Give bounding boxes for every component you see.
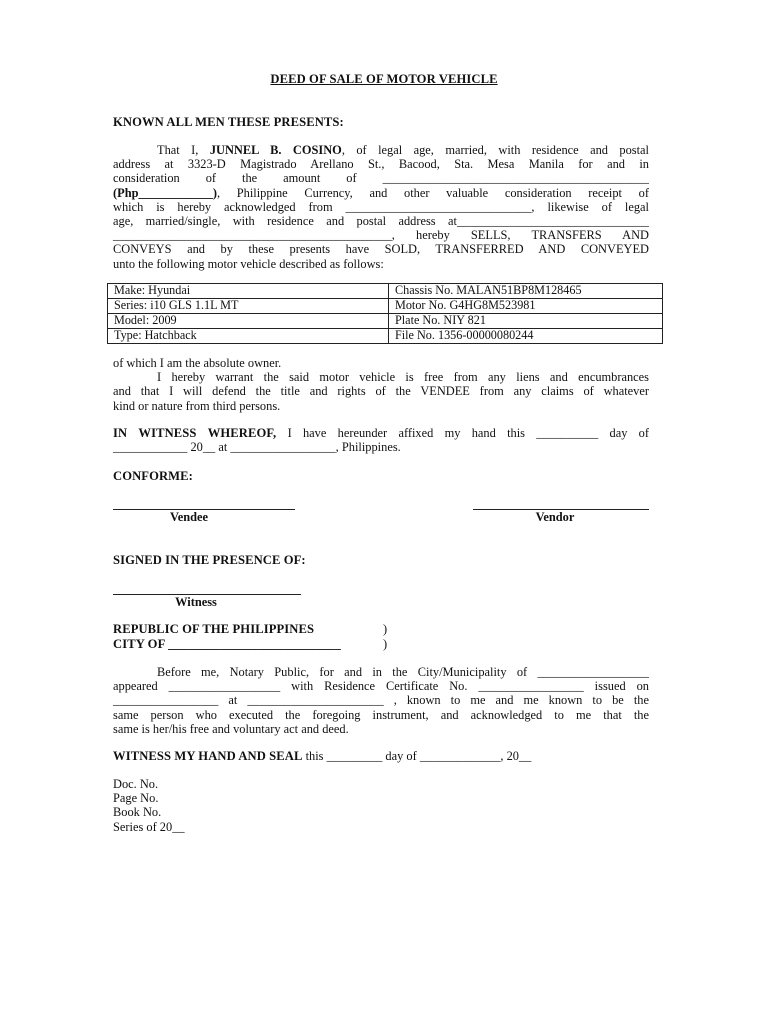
- table-cell: Make: Hyundai: [108, 284, 389, 299]
- intro-line: That I, JUNNEL B. COSINO, of legal age, married, with residence and postal: [157, 143, 649, 157]
- footer-block: [113, 777, 649, 834]
- table-row: [108, 299, 663, 314]
- table-cell: File No. 1356-00000080244: [389, 329, 663, 344]
- notary-line: same is her/his free and voluntary act and deed.: [113, 721, 349, 736]
- table-row: [108, 314, 663, 329]
- ownership-line: and that I will defend the title and rights of the VENDEE from any claims of whatever: [113, 384, 649, 399]
- notary-line: same person who executed the foregoing instrument, and acknowledged to me that the: [113, 707, 649, 722]
- table-cell: Motor No. G4HG8M523981: [389, 299, 663, 314]
- table-cell: Plate No. NIY 821: [389, 314, 663, 329]
- series-label: Series of 20__: [113, 819, 185, 834]
- ownership-line: of which I am the absolute owner.: [113, 356, 282, 370]
- ownership-line: I hereby warrant the said motor vehicle is free from any liens and encumbrances: [157, 370, 649, 385]
- table-cell: Type: Hatchback: [108, 329, 389, 344]
- seller-name: JUNNEL B. COSINO: [209, 143, 342, 157]
- intro-line: unto the following motor vehicle described as follows:: [113, 256, 384, 271]
- witness-label: Witness: [175, 595, 217, 609]
- table-row: [108, 284, 663, 299]
- amount-field: (Php____________): [113, 185, 217, 200]
- intro-line: consideration of the amount of ___________________________________________: [113, 171, 649, 186]
- city-paren: ): [383, 637, 388, 651]
- witness-whereof-paragraph: [113, 426, 649, 454]
- notary-line: appeared __________________ with Residence Certificate No. _________________ issued on: [113, 679, 649, 694]
- intro-line: CONVEYS and by these presents have SOLD, TRANSFERRED AND CONVEYED: [113, 242, 649, 257]
- republic-heading: REPUBLIC OF THE PHILIPPINES: [113, 622, 315, 636]
- notary-line: Before me, Notary Public, for and in the City/Municipality of __________________: [157, 665, 649, 679]
- conforme-heading: CONFORME:: [113, 469, 193, 483]
- vehicle-details-table: [107, 283, 663, 344]
- doc-no-label: Doc. No.: [113, 777, 159, 791]
- ownership-paragraph: [113, 356, 649, 413]
- salutation: KNOWN ALL MEN THESE PRESENTS:: [113, 115, 344, 129]
- city-heading: CITY OF ___________________________: [113, 637, 341, 651]
- witness-whereof-line: IN WITNESS WHEREOF, I have hereunder affixed my hand this __________ day of: [113, 426, 650, 440]
- page-no-label: Page No.: [113, 791, 159, 806]
- notary-line: _________________ at ______________________ , known to me and me known to be the: [113, 693, 649, 708]
- republic-paren: ): [383, 622, 388, 636]
- table-cell: Series: i10 GLS 1.1L MT: [108, 299, 389, 314]
- ownership-line: kind or nature from third persons.: [113, 398, 281, 413]
- book-no-label: Book No.: [113, 805, 162, 820]
- seal-line: WITNESS MY HAND AND SEAL this _________ day of _____________, 20__: [113, 749, 532, 763]
- vendor-label: Vendor: [535, 510, 575, 524]
- document-title: DEED OF SALE OF MOTOR VEHICLE: [270, 72, 498, 86]
- intro-line: which is hereby acknowledged from ______________________________, likewise of legal: [113, 199, 649, 214]
- intro-line: (Php____________), Philippine Currency, and other valuable consideration receipt of: [113, 185, 649, 200]
- signed-presence-heading: SIGNED IN THE PRESENCE OF:: [113, 553, 306, 567]
- intro-line: age, married/single, with residence and postal address at_______________________________: [113, 214, 649, 229]
- table-row: [108, 329, 663, 344]
- table-cell: Chassis No. MALAN51BP8M128465: [389, 284, 663, 299]
- table-cell: Model: 2009: [108, 314, 389, 329]
- intro-line: address at 3323-D Magistrado Arellano St., Bacood, Sta. Mesa Manila for and in: [113, 157, 649, 172]
- notary-paragraph: [113, 665, 649, 736]
- witness-whereof-line: ____________ 20__ at _________________, Philippines.: [113, 440, 401, 455]
- vendee-label: Vendee: [169, 510, 209, 524]
- intro-line: _____________________________________________, hereby SELLS, TRANSFERS AND: [113, 228, 649, 243]
- intro-paragraph: [113, 143, 649, 271]
